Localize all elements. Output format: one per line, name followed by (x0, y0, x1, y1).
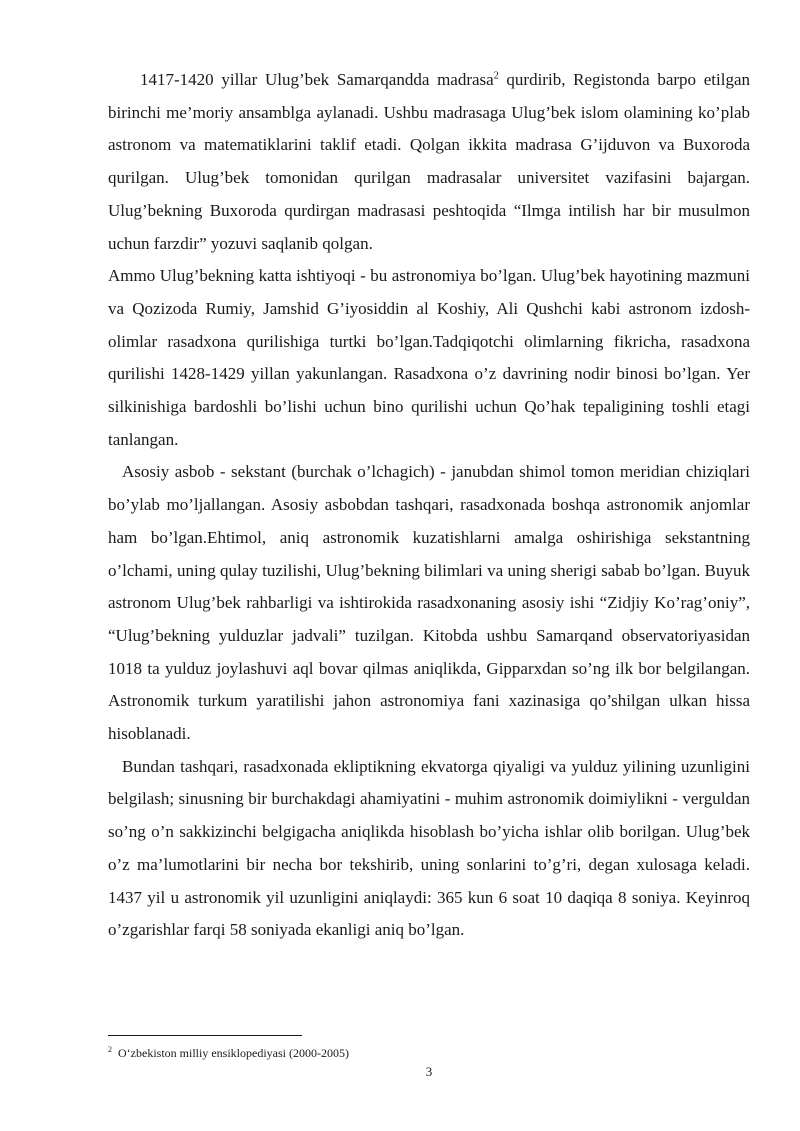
document-body (108, 64, 750, 947)
footnote-reference[interactable]: 2 (493, 70, 499, 82)
paragraph-madrasa (108, 64, 750, 260)
footnote-separator (108, 1035, 302, 1036)
paragraph-astronomy: Ammo Ulug’bekning katta ishtiyoqi - bu astronomiya bo’lgan. Ulug’bek hayotining mazmuni va Qozizoda Rumiy, Jamshid G’iyosiddin al Koshiy, Ali Qushchi kabi astronom izdosh-olimlar rasadxona qurilishiga turtki bo’lgan.Tadqiqotchi olimlarning fikricha, rasadxona qurilishi 1428-1429 yillan yakunlangan. Rasadxona o’z davrining nodir binosi bo’lgan. Yer silkinishiga bardoshli bo’lishi uchun bino qurilishi uchun Qo’hak tepaligining toshli etagi tanlangan. (108, 266, 750, 449)
footnote (108, 1046, 349, 1061)
footnote-number: 2 (108, 1045, 112, 1054)
paragraph-sextant: Asosiy asbob - sekstant (burchak o’lchagich) - janubdan shimol tomon meridian chiziqlari bo’ylab mo’ljallangan. Asosiy asbobdan tashqari, rasadxonada boshqa astronomik anjomlar ham bo’lgan.Ehtimol, aniq astronomik kuzatishlarni amalga oshirishiga sekstantning o’lchami, uning qulay tuzilishi, Ulug’bekning bilimlari va uning sherigi sabab bo’lgan. Buyuk astronom Ulug’bek rahbarligi va ishtirokida rasadxonaning asosiy ishi “Zidjiy Ko’rag’oniy”, “Ulug’bekning yulduzlar jadvali” tuzilgan. Kitobda ushbu Samarqand observatoriyasidan 1018 ta yulduz joylashuvi aql bovar qilmas aniqlikda, Gipparxdan so’ng ilk bor belgilangan. Astronomik turkum yaratilishi jahon astronomiya fani xazinasiga qo’shilgan ulkan hissa hisoblanadi. (108, 462, 750, 744)
paragraph-text: qurdirib, Registonda barpo etilgan birinchi me’moriy ansamblga aylanadi. Ushbu madrasaga Ulug’bek islom olamining ko’plab astronom va matematiklarini taklif etadi. Qolgan ikkita madrasa G’ijduvon va Buxoroda qurilgan. Ulug’bek tomonidan qurilgan madrasalar universitet vazifasini bajargan. Ulug’bekning Buxoroda qurdirgan madrasasi peshtoqida “Ilmga intilish har bir musulmon uchun farzdir” yozuvi saqlanib qolgan. (108, 70, 751, 253)
paragraph-measurements: Bundan tashqari, rasadxonada ekliptikning ekvatorga qiyaligi va yulduz yilining uzunligini belgilash; sinusning bir burchakdagi ahamiyatini - muhim astronomik doimiylikni - verguldan so’ng o’n sakkizinchi belgigacha aniqlikda hisoblash bo’yicha ishlar olib borilgan. Ulug’bek o’z ma’lumotlarini bir necha bor tekshirib, uning sonlarini to’g’ri, degan xulosaga keladi. 1437 yil u astronomik yil uzunligini aniqlaydi: 365 kun 6 soat 10 daqiqa 8 soniya. Keyinroq o’zgarishlar farqi 58 soniyada ekanligi aniq bo’lgan. (108, 756, 750, 940)
paragraph-text: 1417-1420 yillar Ulug’bek Samarqandda madrasa (140, 70, 494, 89)
page-number: 3 (425, 1064, 433, 1079)
footnote-text: O‘zbekiston milliy ensiklopediyasi (2000-2005) (118, 1046, 349, 1060)
